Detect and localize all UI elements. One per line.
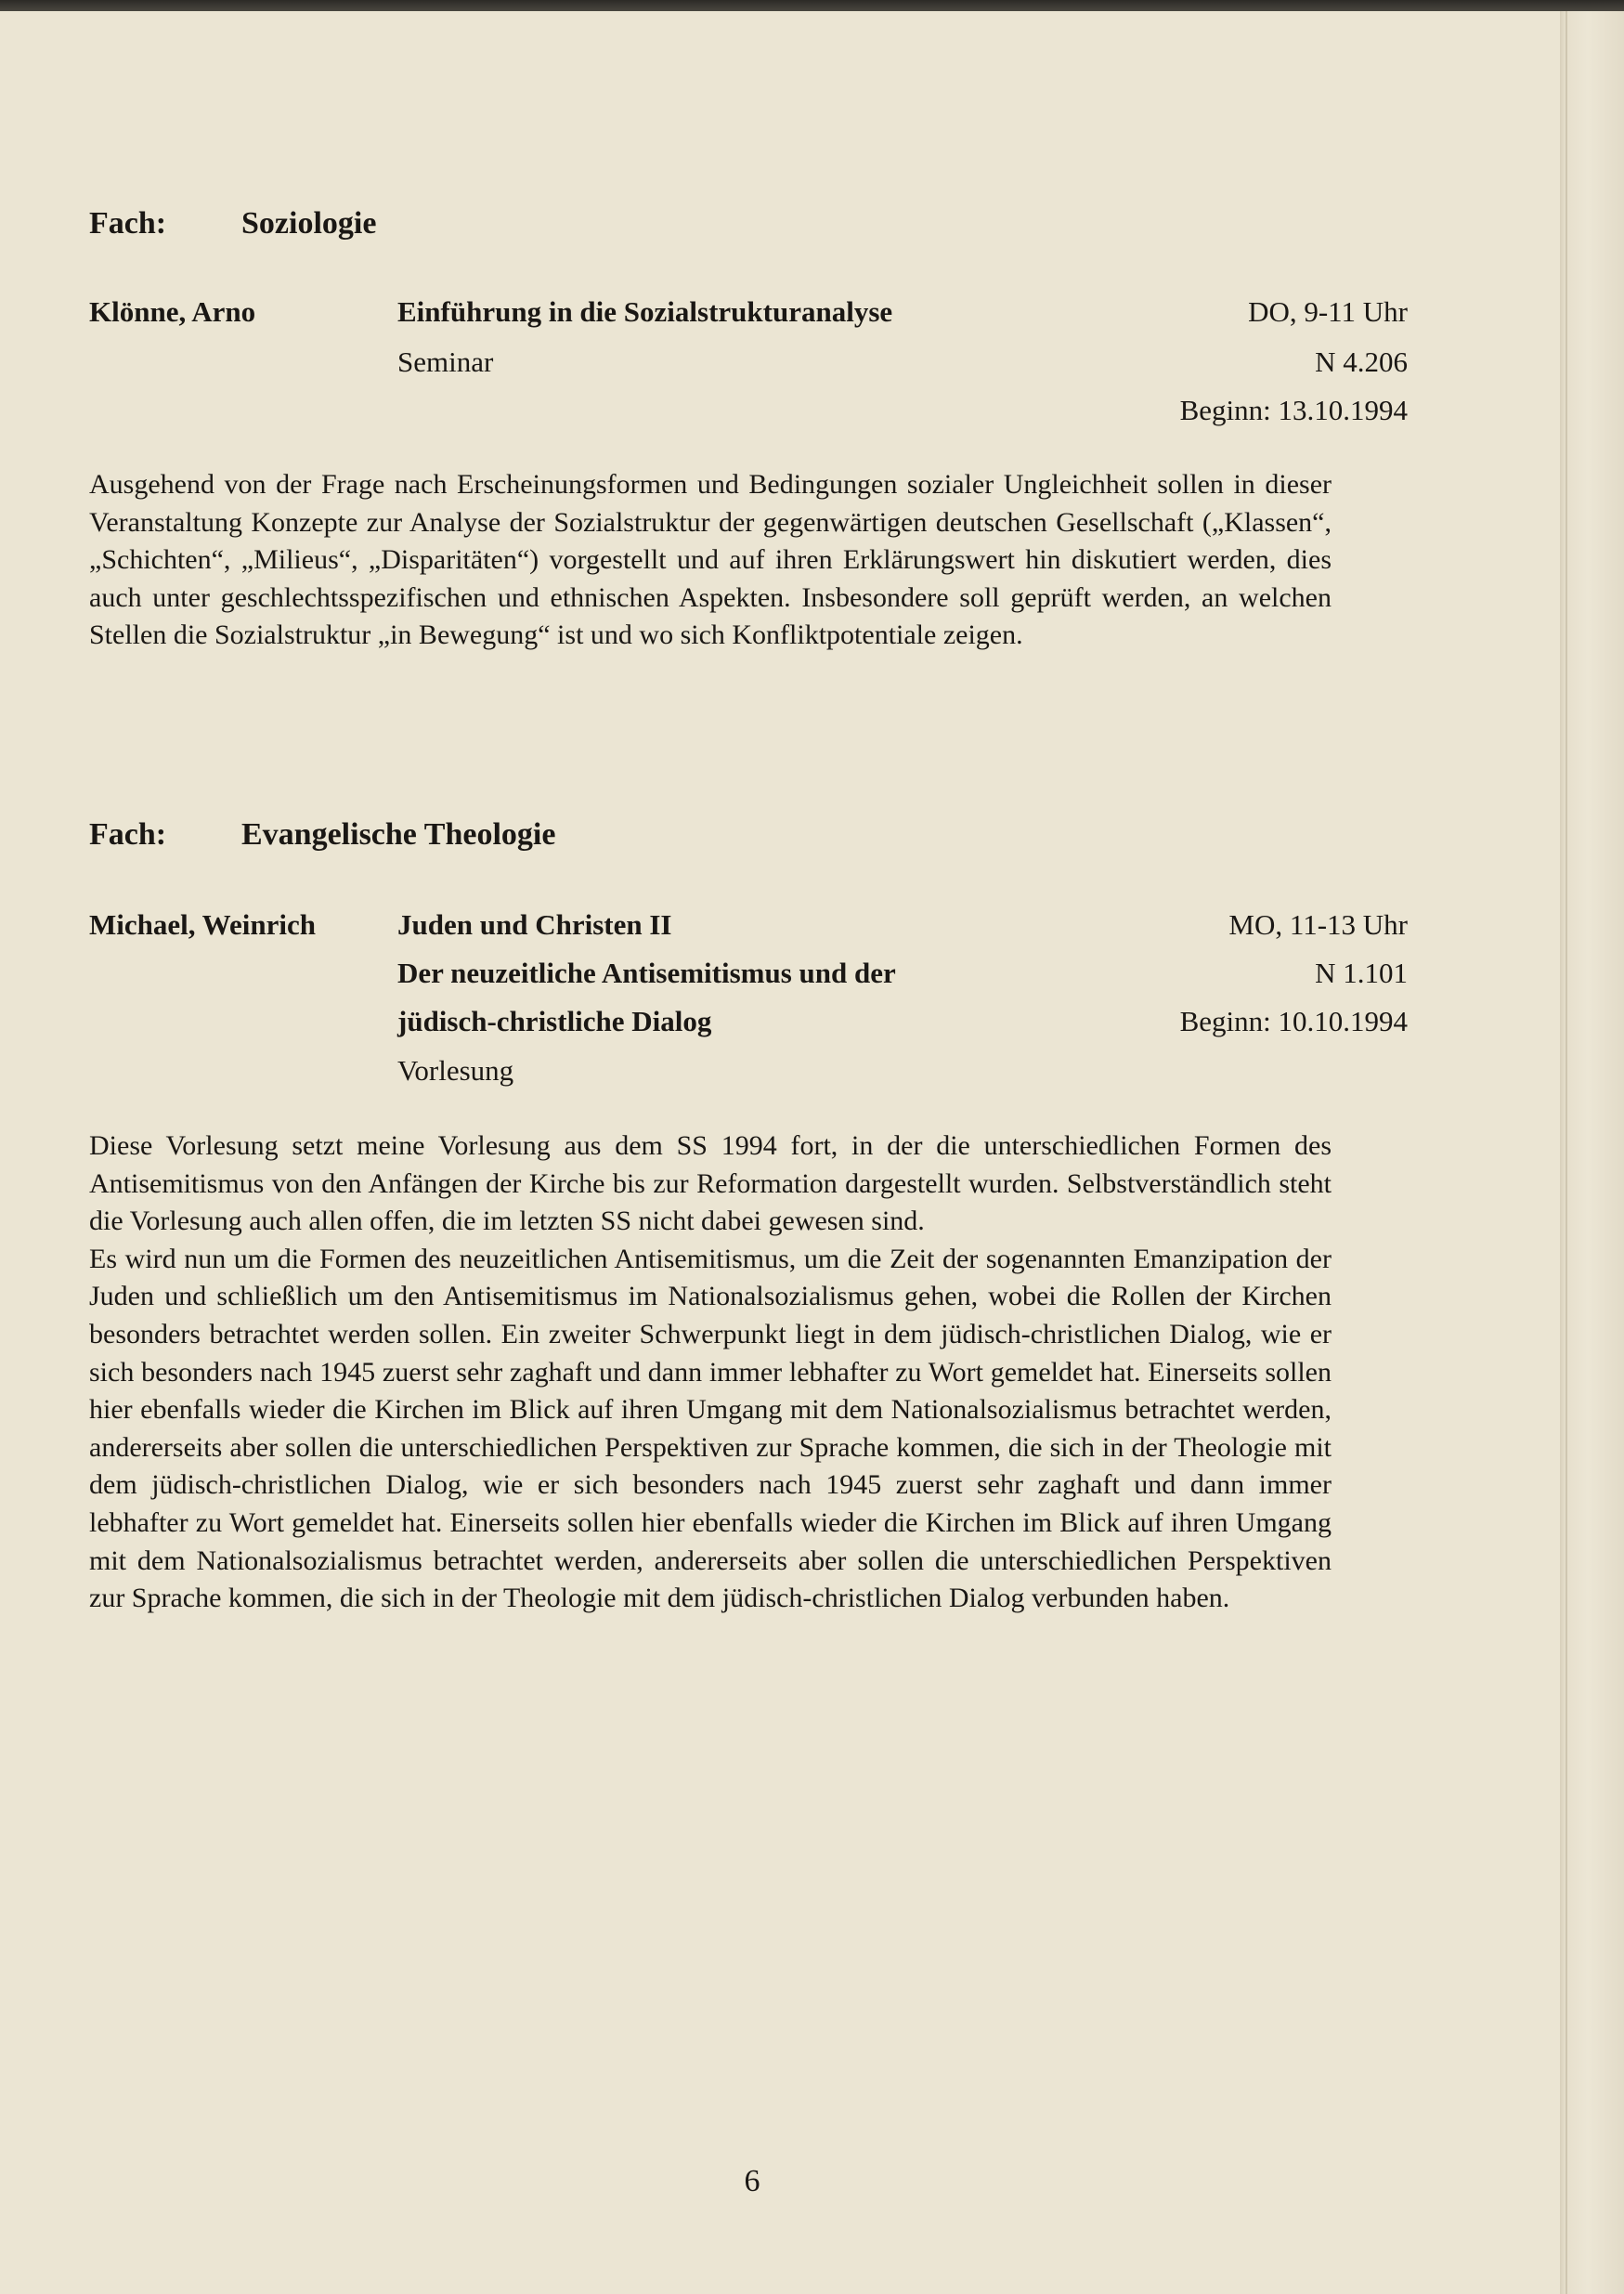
lecturer-name: Klönne, Arno (89, 295, 256, 328)
course-description (89, 466, 1332, 655)
fach-value: Evangelische Theologie (241, 817, 556, 852)
course-type: Seminar (397, 345, 494, 378)
fach-value: Soziologie (241, 206, 377, 241)
course-time: DO, 9-11 Uhr (1248, 295, 1408, 328)
course-subtitle-line-2: jüdisch-christliche Dialog (397, 1005, 712, 1037)
course-time: MO, 11-13 Uhr (1228, 908, 1408, 941)
page-fold (1566, 11, 1567, 2294)
scan-edge (0, 0, 1624, 11)
course-start: Beginn: 13.10.1994 (1179, 394, 1408, 426)
course-start: Beginn: 10.10.1994 (1179, 1005, 1408, 1037)
page-number: 6 (744, 2164, 760, 2198)
page-margin-shadow (1560, 11, 1624, 2294)
course-description (89, 1127, 1332, 1618)
lecturer-name: Michael, Weinrich (89, 908, 316, 941)
course-subtitle-line-1: Der neuzeitliche Antisemitismus und der (397, 957, 896, 989)
section-heading-soziologie (89, 206, 376, 241)
course-type: Vorlesung (397, 1054, 514, 1087)
fach-label: Fach: (89, 817, 167, 852)
description-paragraph: Diese Vorlesung setzt meine Vorlesung aus dem SS 1994 fort, in der die unterschiedlichen Formen des Antisemitismus von den Anfängen der Kirche bis zur Reformation dargestellt wurden. Selbstverständlich steht die Vorlesung auch allen offen, die im letzten SS nicht dabei gewesen sind. (89, 1130, 1332, 1237)
description-paragraph: Es wird nun um die Formen des neuzeitlichen Antisemitismus, um die Zeit der sogenannten Emanzipation der Juden und schließlich um den Antisemitismus im Nationalsozialismus gehen, wobei die Rollen der Kirchen besonders betrachtet werden sollen. Ein zweiter Schwerpunkt liegt in dem jüdisch-christlichen Dialog, wie er sich besonders nach 1945 zuerst sehr zaghaft und dann immer lebhafter zu Wort gemeldet hat. Einerseits sollen hier ebenfalls wieder die Kirchen im Blick auf ihren Umgang mit dem Nationalsozialismus betrachtet werden, andererseits aber sollen die unterschiedlichen Perspektiven zur Sprache kommen, die sich in der Theologie mit dem jüdisch-christlichen Dialog, wie er sich besonders nach 1945 zuerst sehr zaghaft und dann immer lebhafter zu Wort gemeldet hat. Einerseits sollen hier ebenfalls wieder die Kirchen im Blick auf ihren Umgang mit dem Nationalsozialismus betrachtet werden, andererseits aber sollen die unterschiedlichen Perspektiven zur Sprache kommen, die sich in der Theologie mit dem jüdisch-christlichen Dialog verbunden haben. (89, 1243, 1332, 1614)
section-heading-evangelische-theologie (89, 817, 555, 853)
course-title: Einführung in die Sozialstrukturanalyse (397, 295, 893, 328)
course-room: N 4.206 (1315, 345, 1408, 378)
description-paragraph: Ausgehend von der Frage nach Erscheinungsformen und Bedingungen sozialer Ungleichheit sollen in dieser Veranstaltung Konzepte zur Analyse der Sozialstruktur der gegenwärtigen deutschen Gesellschaft („Klassen“, „Schichten“, „Milieus“, „Disparitäten“) vorgestellt und auf ihren Erklärungswert hin diskutiert werden, dies auch unter geschlechtsspezifischen und ethnischen Aspekten. Insbesondere soll geprüft werden, an welchen Stellen die Sozialstruktur „in Bewegung“ ist und wo sich Konfliktpotentiale zeigen. (89, 469, 1332, 651)
fach-label: Fach: (89, 206, 167, 241)
course-title: Juden und Christen II (397, 908, 672, 941)
course-room: N 1.101 (1315, 957, 1408, 989)
